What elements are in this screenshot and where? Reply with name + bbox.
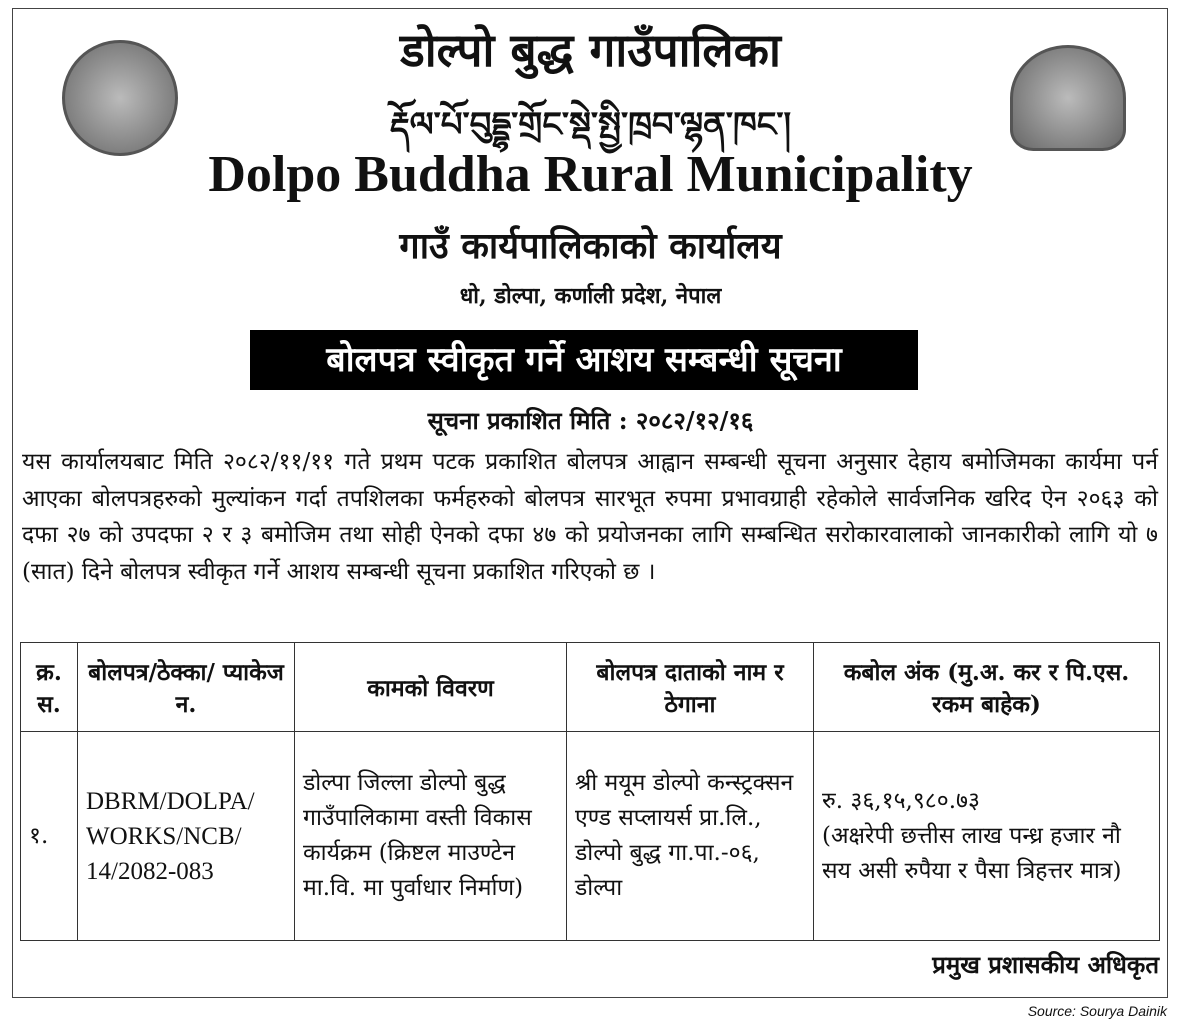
title-english: Dolpo Buddha Rural Municipality [208, 146, 973, 203]
table-header-row [21, 643, 1160, 732]
signature-title: प्रमुख प्रशासकीय अधिकृत [932, 950, 1159, 979]
table-row [21, 732, 1160, 941]
cell-description: डोल्पा जिल्ला डोल्पो बुद्ध गाउँपालिकामा वस्ती विकास कार्यक्रम (क्रिष्टल माउण्टेन मा.वि. मा पुर्वाधार निर्माण) [295, 732, 567, 941]
cell-sn: १. [21, 732, 78, 941]
cell-amount [814, 732, 1160, 941]
title-tibetan: རྡོལ་པོ་བུདྡྷ་གྲོང་སྡེ་སྤྱི་ཁྲབ་ལྷན་ཁང་། [389, 105, 792, 145]
col-package: बोलपत्र/ठेक्का/ प्याकेज न. [78, 643, 295, 732]
notice-body: यस कार्यालयबाट मिति २०८२/११/११ गते प्रथम पटक प्रकाशित बोलपत्र आह्वान सम्बन्धी सूचना अनुसार देहाय बमोजिमका कार्यमा पर्न आएका बोलपत्रहरुको मुल्यांकन गर्दा तपशिलका फर्महरुको बोलपत्र सारभूत रुपमा प्रभावग्राही रहेकोले सार्वजनिक खरिद ऐन २०६३ को दफा २७ को उपदफा २ र ३ बमोजिम तथा सोही ऐनको दफा ४७ को प्रयोजनका लागि सम्बन्धित सरोकारवालाको जानकारीको लागि यो ७ (सात) दिने बोलपत्र स्वीकृत गर्ने आशय सम्बन्धी सूचना प्रकाशित गरिएको छ । [22, 449, 1158, 585]
address: धो, डोल्पा, कर्णाली प्रदेश, नेपाल [459, 283, 722, 309]
col-amount: कबोल अंक (मु.अ. कर र पि.एस. रकम बाहेक) [814, 643, 1160, 732]
cell-bidder: श्री मयूम डोल्पो कन्स्ट्रक्सन एण्ड सप्लायर्स प्रा.लि., डोल्पो बुद्ध गा.पा.-०६, डोल्पा [567, 732, 814, 941]
col-sn: क्र. स. [21, 643, 78, 732]
col-bidder: बोलपत्र दाताको नाम र ठेगाना [567, 643, 814, 732]
cell-package: DBRM/DOLPA/ WORKS/NCB/ 14/2082-083 [78, 732, 295, 941]
publish-date: सूचना प्रकाशित मिति : २०८२/१२/१६ [427, 406, 754, 435]
amount-figure: रु. ३६,१५,९८०.७३ [822, 787, 980, 814]
amount-words: (अक्षरेपी छत्तीस लाख पन्ध्र हजार नौ सय असी रुपैया र पैसा त्रिहत्तर मात्र) [822, 822, 1122, 884]
source-credit: Source: Sourya Dainik [1027, 1003, 1167, 1019]
title-nepali: डोल्पो बुद्ध गाउँपालिका [400, 23, 781, 77]
bid-table [20, 642, 1160, 941]
col-description: कामको विवरण [295, 643, 567, 732]
office-name: गाउँ कार्यपालिकाको कार्यालय [399, 225, 782, 267]
notice-title-banner: बोलपत्र स्वीकृत गर्ने आशय सम्बन्धी सूचना [250, 330, 918, 390]
